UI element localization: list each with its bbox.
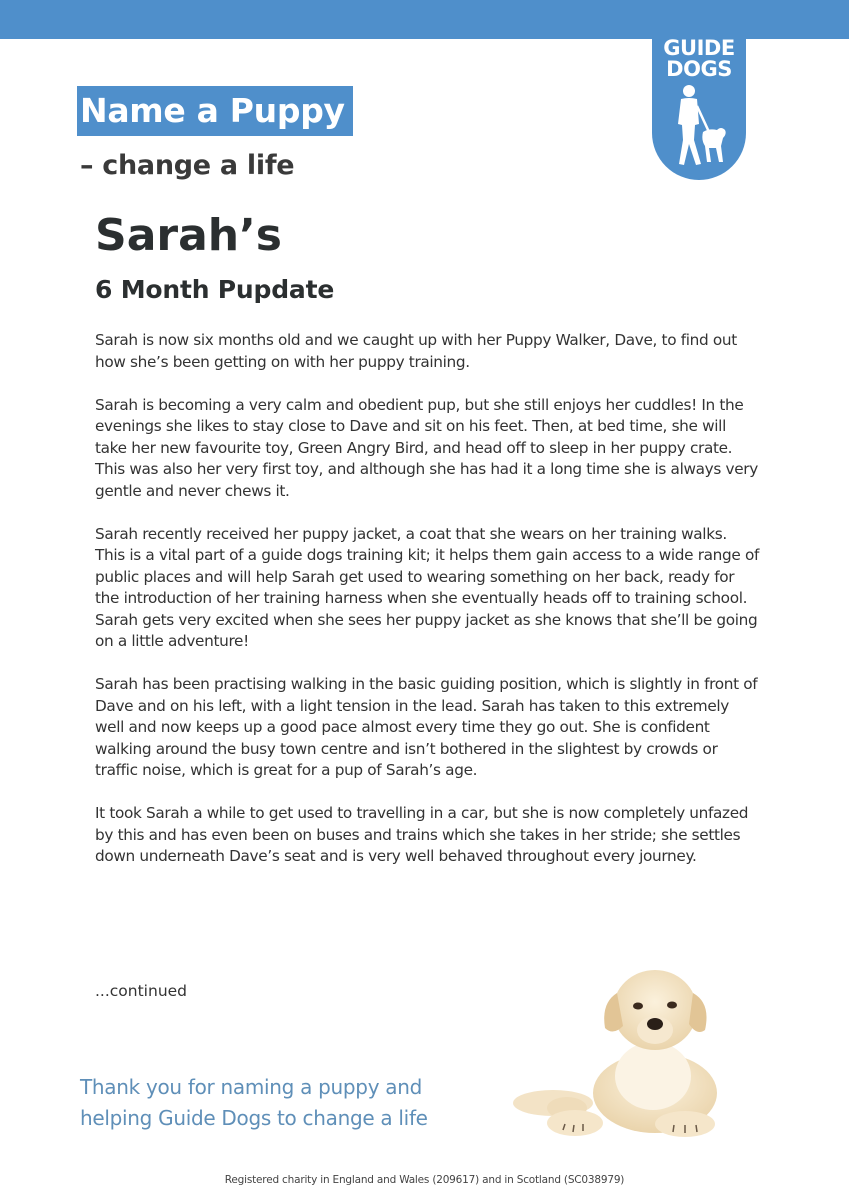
article-subtitle: 6 Month Pupdate <box>95 275 335 304</box>
thank-you-line-1: Thank you for naming a puppy and <box>80 1075 423 1099</box>
paragraph: Sarah has been practising walking in the basic guiding position, which is slightly in front of Dave and on his left, with a light tension in the lead. Sarah has taken to this extremely well and now keeps up a good pace almost every time they go out. She is confident walking around the busy town centre and isn’t bothered in the slightest by crowds or traffic noise, which is great for a pup of Sarah’s age. <box>95 675 758 779</box>
guide-dogs-logo <box>652 30 746 180</box>
thank-you-message <box>80 1072 500 1134</box>
article-body <box>95 330 760 889</box>
campaign-tagline: – change a life <box>80 150 295 181</box>
article-title: Sarah’s <box>95 210 282 261</box>
logo-text <box>652 38 746 80</box>
paragraph: It took Sarah a while to get used to travelling in a car, but she is now completely unfazed by this and has even been on buses and trains which she takes in her stride; she settles down underneath Dave’s seat and is very well behaved throughout every journey. <box>95 804 749 865</box>
logo-line-1: GUIDE <box>663 36 735 60</box>
puppy-photo <box>505 958 755 1140</box>
paragraph: Sarah is becoming a very calm and obedient pup, but she still enjoys her cuddles! In the evenings she likes to stay close to Dave and sit on his feet. Then, at bed time, she will take her new favourite toy, Green Angry Bird, and head off to sleep in her puppy crate. This was also her very first toy, and although she has had it a long time she is always very gentle and never chews it. <box>95 395 758 500</box>
campaign-title: Name a Puppy <box>77 86 353 136</box>
continued-note: ...continued <box>95 982 188 1000</box>
charity-registration: Registered charity in England and Wales (209617) and in Scotland (SC038979) <box>224 1174 625 1186</box>
paragraph: Sarah recently received her puppy jacket, a coat that she wears on her training walks. This is a vital part of a guide dogs training kit; it helps them gain access to a wide range of public places and will help Sarah get used to wearing something on her back, ready for the introduction of her training harness when she eventually heads off to training school. Sarah gets very excited when she sees her puppy jacket as she knows that she’ll be going on a little adventure! <box>95 524 760 650</box>
person-with-guide-dog-icon <box>669 84 731 170</box>
thank-you-line-2: helping Guide Dogs to change a life <box>80 1106 428 1130</box>
paragraph: Sarah is now six months old and we caught up with her Puppy Walker, Dave, to find out how she’s been getting on with her puppy training. <box>95 331 737 371</box>
logo-line-2: DOGS <box>666 57 732 81</box>
